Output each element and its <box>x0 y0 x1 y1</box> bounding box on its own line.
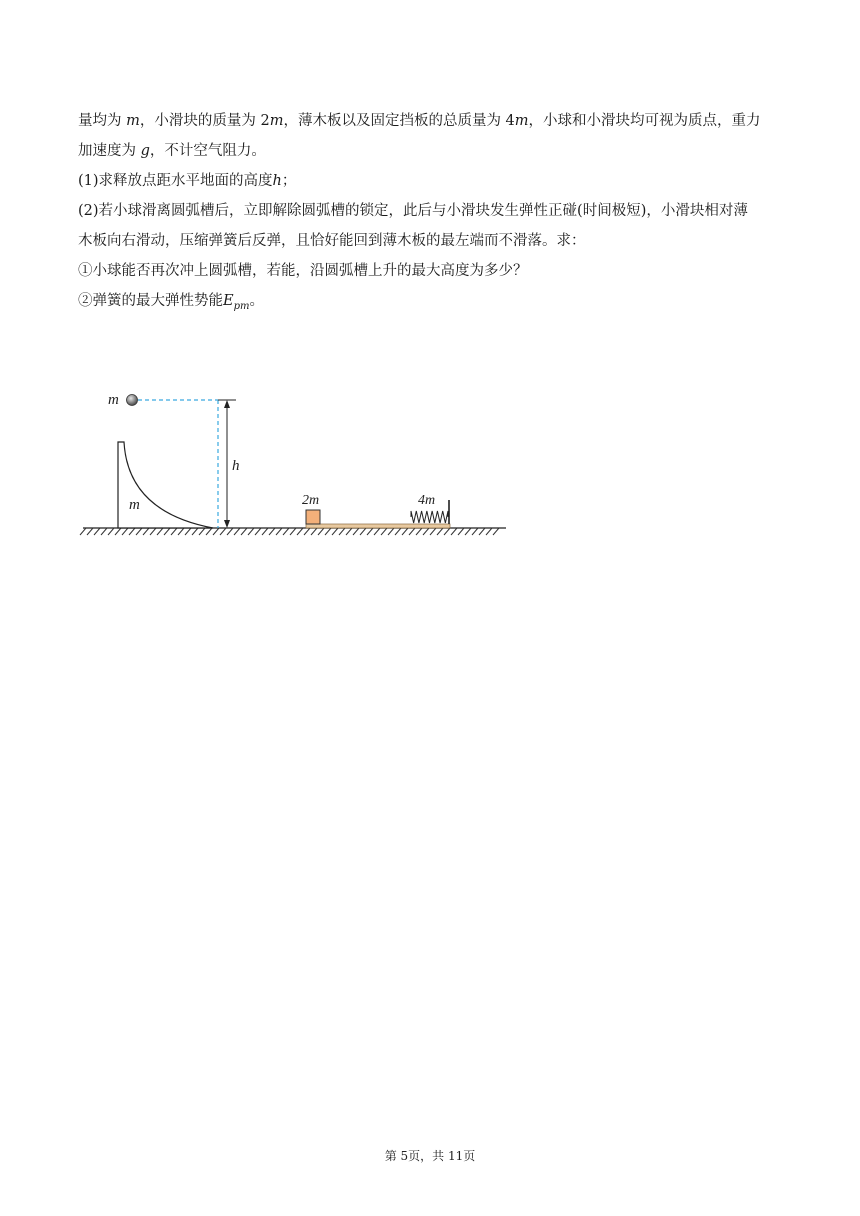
text-line-2 <box>78 136 784 166</box>
page-footer: 第 5页，共 11页 <box>384 1149 476 1163</box>
variable-h: h <box>272 173 282 189</box>
text-segment: (1)求释放点距水平地面的高度 <box>78 173 273 189</box>
text-segment: ； <box>281 173 297 189</box>
text-segment: 加速度为 <box>78 143 141 159</box>
subscript-pm: pm <box>233 300 250 312</box>
text-segment: ，不计空气阻力。 <box>149 143 266 159</box>
variable-m: m <box>514 113 529 129</box>
text-segment: 。 <box>249 293 264 309</box>
question-1 <box>78 166 784 196</box>
text-line-1 <box>78 106 784 136</box>
groove-mass-label: m <box>129 497 140 513</box>
ball <box>127 395 138 406</box>
sub-question-1: ①小球能否再次冲上圆弧槽，若能，沿圆弧槽上升的最大高度为多少？ <box>78 263 528 279</box>
text-segment: ，薄木板以及固定挡板的总质量为 4 <box>283 113 515 129</box>
height-label: h <box>232 458 240 474</box>
small-block <box>306 510 320 524</box>
variable-g: g <box>140 143 150 159</box>
text-segment: ②弹簧的最大弹性势能 <box>78 293 223 309</box>
variable-m: m <box>126 113 140 129</box>
text-segment: 量均为 <box>78 113 127 129</box>
spring <box>411 511 448 523</box>
sub-question-2 <box>78 286 784 322</box>
problem-text <box>78 106 784 322</box>
ball-mass-label: m <box>108 392 119 408</box>
physics-diagram <box>78 380 518 554</box>
text-segment: ，小滑块的质量为 2 <box>139 113 270 129</box>
thin-board <box>306 524 450 528</box>
question-2-line-2: 木板向右滑动，压缩弹簧后反弹，且恰好能回到薄木板的最左端而不滑落。求： <box>78 233 586 249</box>
board-mass-label: 4m <box>418 493 436 508</box>
text-segment: ，小球和小滑块均可视为质点，重力 <box>528 113 761 129</box>
question-2-line-1: (2)若小球滑离圆弧槽后，立即解除圆弧槽的锁定，此后与小滑块发生弹性正碰(时间极短)，小滑块相对薄 <box>78 203 748 219</box>
variable-m: m <box>269 113 284 129</box>
ground <box>80 528 506 535</box>
block-mass-label: 2m <box>302 493 320 508</box>
variable-E: E <box>223 293 234 309</box>
arc-groove <box>118 442 213 528</box>
diagram-svg <box>78 380 518 550</box>
